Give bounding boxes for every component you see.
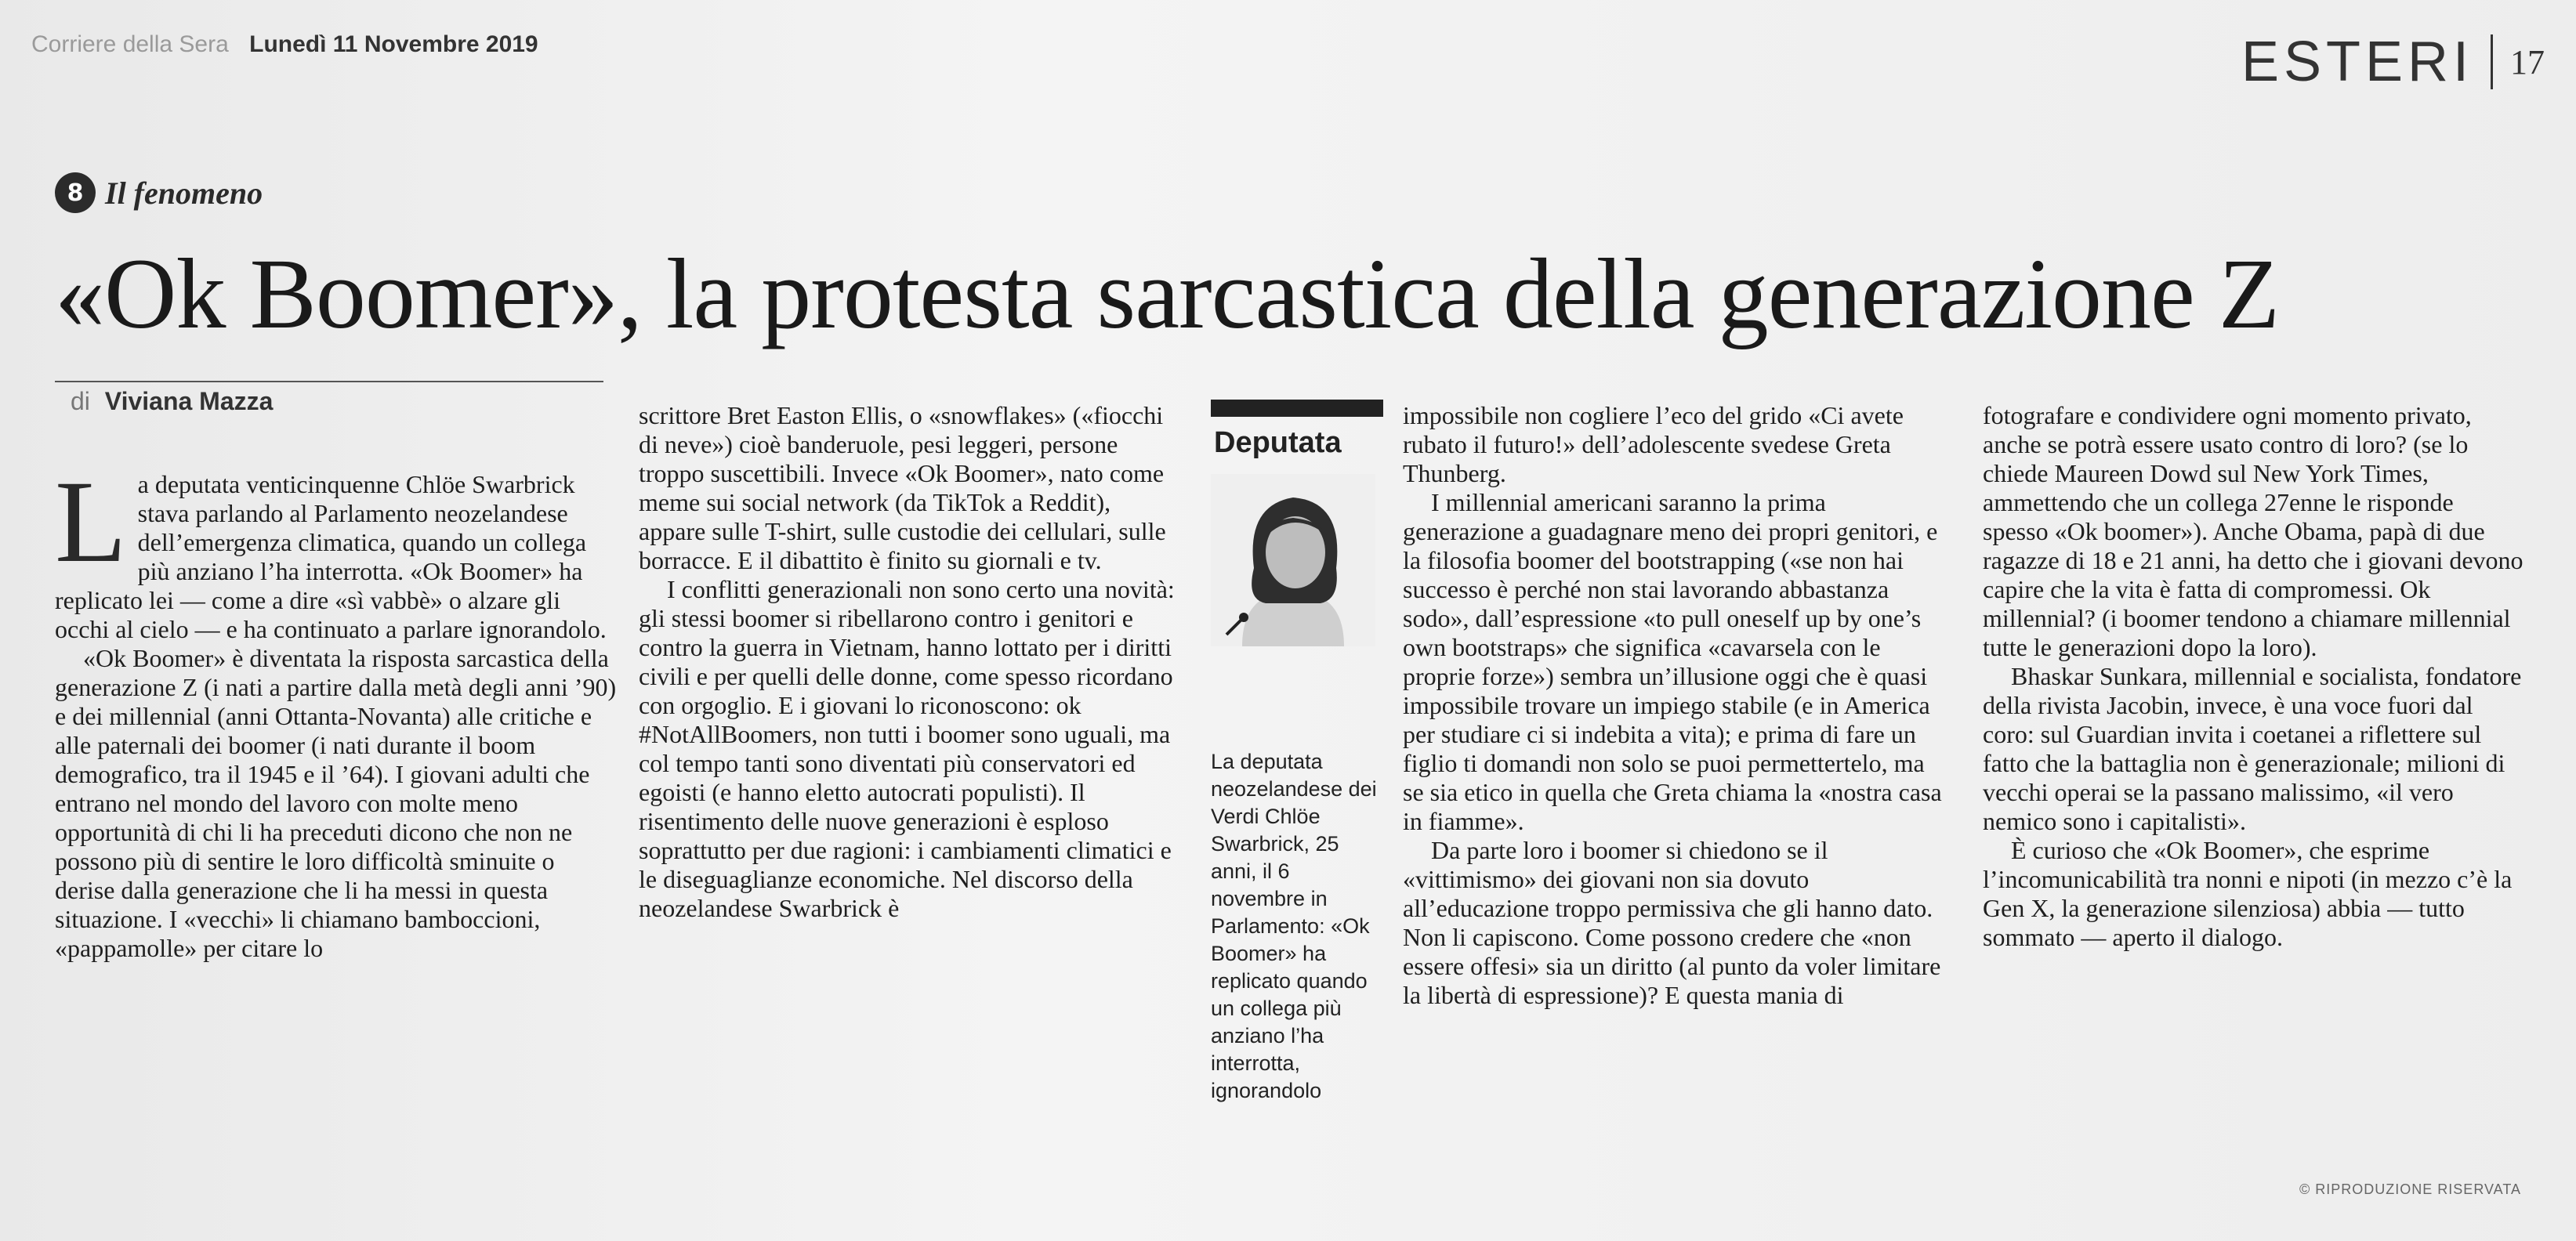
deputy-portrait-photo bbox=[1211, 474, 1375, 646]
paragraph: «Ok Boomer» è diventata la risposta sarcastica della generazione Z (i nati a partire dalla metà degli anni ’90) e dei millennial (anni Ottanta-Novanta) alle critiche e alle paternali dei boomer (i nati durante il boom demografico, tra il 1945 e il ’64). I giovani adulti che entrano nel mondo del lavoro con molte meno opportunità di chi li ha preceduti dicono che non ne possono più di sentire le loro difficoltà sminuite o derise dalla generazione che li ha messi in questa situazione. I «vecchi» li chiamano bamboccioni, «pappamolle» per citare lo bbox=[55, 644, 617, 962]
sidebar-top-bar bbox=[1211, 400, 1383, 417]
sidebar-label: Deputata bbox=[1214, 426, 1342, 459]
section-divider bbox=[2491, 34, 2493, 89]
section-header bbox=[2241, 30, 2545, 94]
photo-caption: La deputata neozelandese dei Verdi Chlöe Swarbrick, 25 anni, il 6 novembre in Parlamento: «Ok Boomer» ha replicato quando un collega più anziano l’ha interrotta, ignorandolo bbox=[1211, 750, 1377, 1102]
author-name: Viviana Mazza bbox=[104, 387, 274, 415]
publication-name: Corriere della Sera bbox=[31, 31, 229, 57]
page-header bbox=[31, 31, 538, 58]
sidebar-photo-box bbox=[1211, 400, 1383, 1105]
byline-rule bbox=[55, 381, 603, 382]
paragraph: I millennial americani saranno la prima generazione a guadagnare meno dei propri genitori, e la filosofia boomer del bootstrapping («se non hai successo è perché non stai lavorando abbastanza sodo», dall’espressione «to pull oneself up by one’s own bootstraps» che significa «cavarsela con le proprie forze») sembra un’illusione oggi che è quasi impossibile trovare un impiego stabile (e in America per studiare ci si indebita a vita); e prima di fare un figlio ti domandi non solo se puoi permettertelo, ma se sia etico in quella che Greta chiama la «nostra casa in fiamme». bbox=[1403, 488, 1942, 835]
kicker-label: Il fenomeno bbox=[105, 175, 263, 211]
drop-cap: L bbox=[55, 457, 127, 587]
paragraph bbox=[55, 457, 619, 644]
publication-date: Lunedì 11 Novembre 2019 bbox=[249, 31, 538, 57]
paragraph: scrittore Bret Easton Ellis, o «snowflakes» («fiocchi di neve») cioè banderuole, pesi leggeri, persone troppo suscettibili. Invece «Ok Boomer», nato come meme sui social network (da TikTok a Reddit), appare sulle T-shirt, sulle custodie dei cellulari, sulle borracce. E il dibattito è finito su giornali e tv. bbox=[639, 401, 1166, 574]
paragraph: Da parte loro i boomer si chiedono se il «vittimismo» dei giovani non sia dovuto all’educazione troppo permissiva che gli hanno dato. Non li capiscono. Come possono credere che «non essere offesi» sia un diritto (al punto da voler limitare la libertà di espressione)? E questa mania di bbox=[1403, 836, 1941, 1009]
section-name: ESTERI bbox=[2241, 31, 2473, 93]
kicker-number-icon: 8 bbox=[55, 172, 96, 213]
article-column-1 bbox=[55, 457, 619, 963]
paragraph: fotografare e condividere ogni momento privato, anche se potrà essere usato contro di loro? (se lo chiede Maureen Dowd sul New York Times, ammettendo che un collega 27enne le risponde spesso «Ok boomer»). Anche Obama, papà di due ragazze di 18 e 21 anni, ha detto che i giovani devono capire che la vita è fatta di compromessi. Ok millennial? (i boomer tendono a chiamare millennial tutte le generazioni dopo la loro). bbox=[1983, 401, 2523, 661]
headline: «Ok Boomer», la protesta sarcastica della generazione Z bbox=[55, 238, 2279, 349]
paragraph-text: a deputata venticinquenne Chlöe Swarbrick stava parlando al Parlamento neozelandese dell’emergenza climatica, quando un collega più anziano l’ha interrotta. «Ok Boomer» ha replicato lei — come a dire «sì vabbè» o alzare gli occhi al cielo — e ha continuato a parlare ignorandolo. bbox=[55, 470, 607, 643]
paragraph: impossibile non cogliere l’eco del grido «Ci avete rubato il futuro!» dell’adolescente svedese Greta Thunberg. bbox=[1403, 401, 1904, 487]
paragraph: I conflitti generazionali non sono certo una novità: gli stessi boomer si ribellarono contro i genitori e contro la guerra in Vietnam, hanno lottato per i diritti civili e per quelli delle donne, come spesso ricordano con orgoglio. E i giovani lo riconoscono: ok #NotAllBoomers, non tutti i boomer sono uguali, ma col tempo tanti sono diventati più conservatori ed egoisti (e hanno eletto autocrati populisti). Il risentimento delle nuove generazioni è esploso soprattutto per due ragioni: i cambiamenti climatici e le diseguaglianze economiche. Nel discorso della neozelandese Swarbrick è bbox=[639, 575, 1175, 922]
byline bbox=[71, 387, 273, 416]
page-number: 17 bbox=[2510, 42, 2545, 81]
article-column-2 bbox=[639, 401, 1179, 923]
paragraph: È curioso che «Ok Boomer», che esprime l’incomunicabilità tra nonni e nipoti (in mezzo c’è la Gen X, la generazione silenziosa) abbia — tutto sommato — aperto il dialogo. bbox=[1983, 836, 2513, 951]
portrait-illustration bbox=[1211, 474, 1375, 646]
article-column-4 bbox=[1983, 401, 2523, 952]
byline-prefix: di bbox=[71, 387, 90, 415]
article-column-3 bbox=[1403, 401, 1951, 1010]
paragraph: Bhaskar Sunkara, millennial e socialista, fondatore della rivista Jacobin, invece, è una voce fuori dal coro: sul Guardian invita i coetanei a riflettere sul fatto che la battaglia non è generazionale; milioni di vecchi operai se la passano malissimo, «il vero nemico sono i capitalisti». bbox=[1983, 662, 2522, 835]
copyright-notice: © RIPRODUZIONE RISERVATA bbox=[2299, 1181, 2521, 1197]
kicker bbox=[55, 172, 263, 213]
